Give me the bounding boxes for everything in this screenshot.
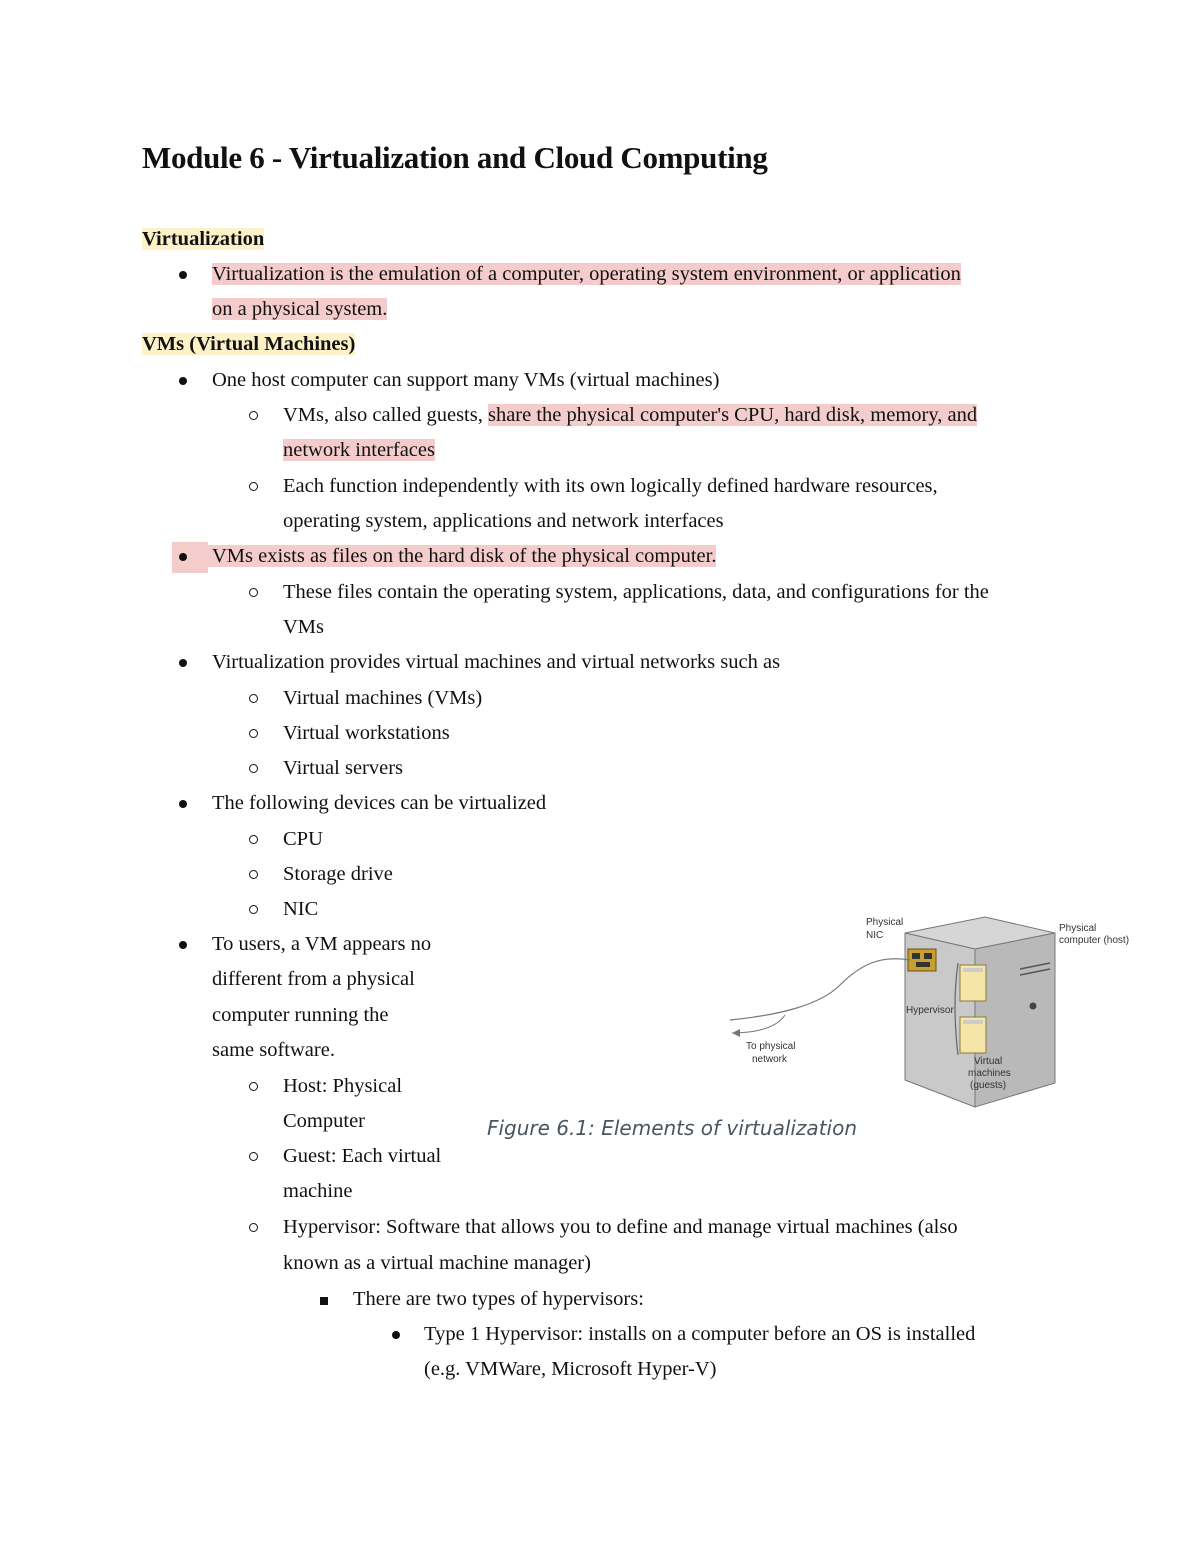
bullet-circle [249, 411, 258, 420]
list-item-continuation [283, 433, 435, 468]
bullet-circle [249, 588, 258, 597]
list-item: These files contain the operating system, applications, data, and configurations for the [283, 581, 989, 603]
list-item-continuation [212, 292, 387, 327]
list-item-continuation: known as a virtual machine manager) [283, 1252, 591, 1274]
bullet-dot [179, 941, 187, 949]
highlighted-text: VMs exists as files on the hard disk of the physical computer. [208, 545, 716, 567]
list-item-continuation: (e.g. VMWare, Microsoft Hyper-V) [424, 1358, 717, 1380]
label-physical-nic: Physical [866, 917, 904, 928]
figure-caption: Figure 6.1: Elements of virtualization [487, 1116, 857, 1140]
bullet-dot [179, 377, 187, 385]
bullet-highlight [172, 542, 208, 573]
bullet-circle [249, 870, 258, 879]
label-virtual-machines: Virtual [974, 1056, 1003, 1067]
list-item: Hypervisor: Software that allows you to define and manage virtual machines (also [283, 1216, 958, 1238]
label-virtual-machines: (guests) [970, 1080, 1007, 1091]
heading-text: VMs (Virtual Machines) [142, 333, 356, 355]
bullet-dot [179, 271, 187, 279]
label-physical-nic: NIC [866, 930, 884, 941]
list-item: NIC [283, 898, 319, 920]
virtualization-figure [720, 905, 1140, 1115]
list-item [208, 539, 716, 574]
list-item: Type 1 Hypervisor: installs on a computer before an OS is installed [424, 1323, 976, 1345]
bullet-square [320, 1297, 328, 1305]
list-item: There are two types of hypervisors: [353, 1288, 644, 1310]
list-item [283, 398, 977, 433]
list-item [212, 257, 961, 292]
list-item-continuation: VMs [283, 616, 325, 638]
label-to-network: network [752, 1054, 788, 1065]
list-item: One host computer can support many VMs (virtual machines) [212, 369, 720, 391]
label-to-network: To physical [746, 1041, 796, 1052]
bullet-circle [249, 1082, 258, 1091]
highlighted-text: on a physical system. [212, 298, 388, 320]
text: VMs, also called guests, [283, 404, 488, 426]
page-title: Module 6 - Virtualization and Cloud Computing [142, 140, 768, 175]
highlighted-text: share the physical computer's CPU, hard disk, memory, and [487, 404, 978, 426]
label-physical-computer: Physical [1059, 923, 1097, 934]
list-item: Virtualization provides virtual machines and virtual networks such as [212, 651, 781, 673]
bullet-circle [249, 764, 258, 773]
bullet-dot [179, 553, 187, 561]
list-item: Each function independently with its own logically defined hardware resources, [283, 475, 938, 497]
list-item: Guest: Each virtual [283, 1145, 442, 1167]
list-item-continuation: different from a physical [212, 968, 415, 990]
bullet-circle [249, 1223, 258, 1232]
list-item-continuation: computer running the [212, 1004, 389, 1026]
label-physical-computer: computer (host) [1059, 935, 1130, 946]
heading-text: Virtualization [142, 228, 265, 250]
list-item: Storage drive [283, 863, 393, 885]
list-item: Virtual machines (VMs) [283, 687, 483, 709]
label-hypervisor: Hypervisor [906, 1005, 954, 1016]
list-item-continuation: Computer [283, 1110, 365, 1132]
list-item: Virtual servers [283, 757, 404, 779]
highlighted-text: network interfaces [283, 439, 435, 461]
bullet-dot [392, 1331, 400, 1339]
bullet-circle [249, 482, 258, 491]
list-item-continuation: same software. [212, 1039, 335, 1061]
bullet-circle [249, 694, 258, 703]
list-item-continuation: operating system, applications and network interfaces [283, 510, 724, 532]
list-item: To users, a VM appears no [212, 933, 432, 955]
list-item: Host: Physical [283, 1075, 403, 1097]
list-item: Virtual workstations [283, 722, 450, 744]
list-item-continuation: machine [283, 1180, 353, 1202]
list-item: The following devices can be virtualized [212, 792, 547, 814]
bullet-circle [249, 1152, 258, 1161]
label-virtual-machines: machines [968, 1068, 1011, 1079]
highlighted-text: Virtualization is the emulation of a computer, operating system environment, or application [212, 263, 961, 285]
section-heading-vms [142, 327, 355, 362]
section-heading-virtualization [142, 222, 264, 257]
bullet-dot [179, 800, 187, 808]
bullet-dot [179, 659, 187, 667]
bullet-circle [249, 905, 258, 914]
bullet-circle [249, 835, 258, 844]
list-item: CPU [283, 828, 323, 850]
bullet-circle [249, 729, 258, 738]
